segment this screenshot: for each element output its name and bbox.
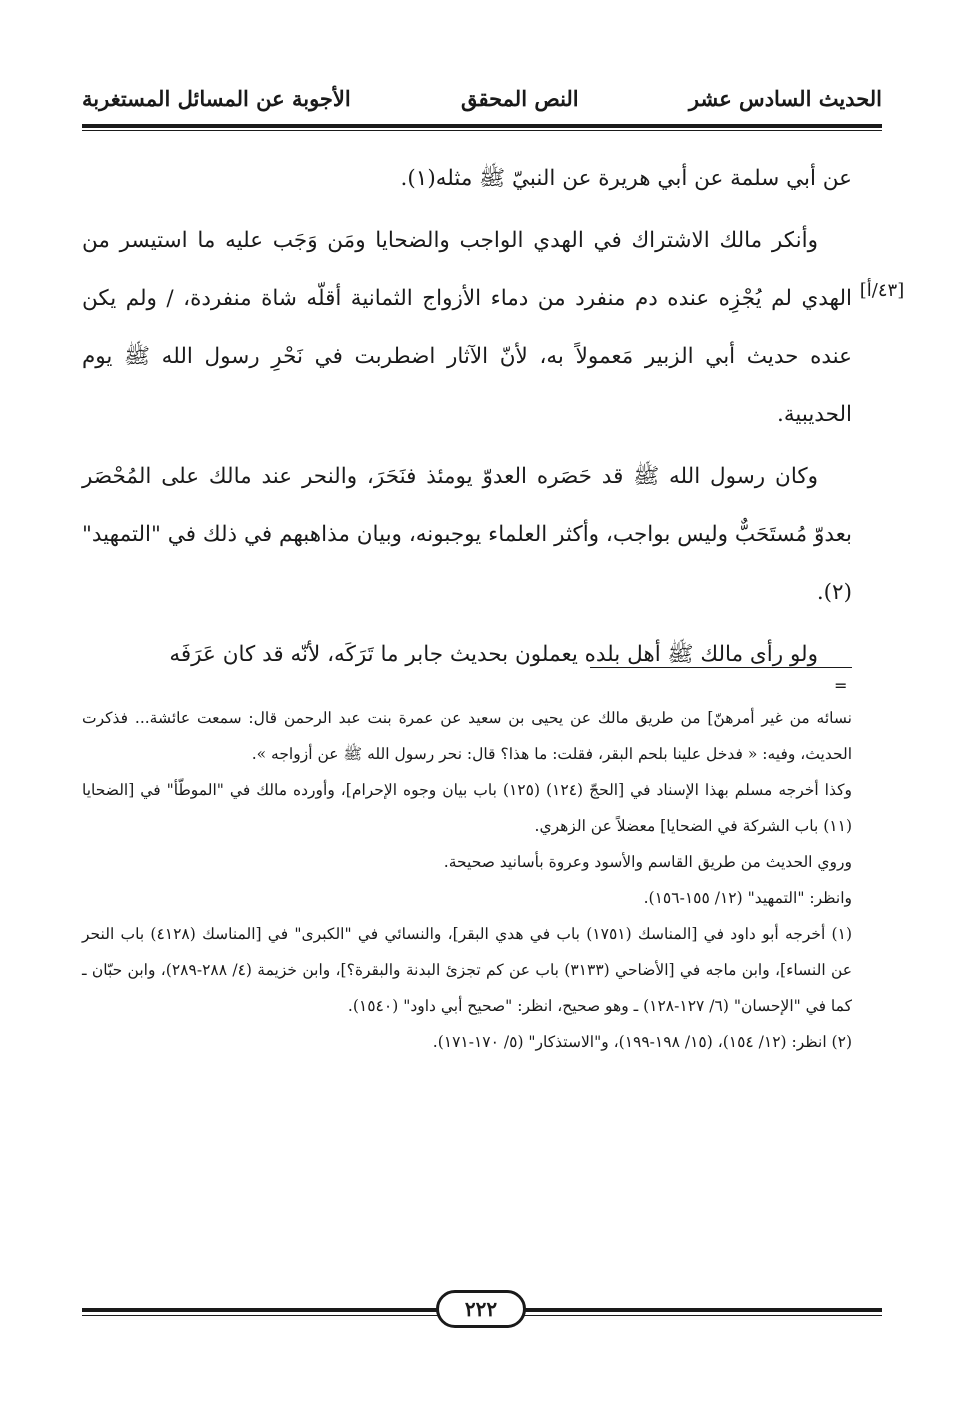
footnote-paragraph: وكذا أخرجه مسلم بهذا الإسناد في [الحجّ (١٢٤) (١٢٥) باب بيان وجوه الإحرام]، وأورده مالك في "الموطّأ" في [الضحايا (١١) باب الشركة في الضحايا] معضلاً عن الزهري.	[82, 781, 852, 835]
page-number: ٢٢٢	[436, 1290, 526, 1328]
footnote-2: (٢) انظر: (١٢/ ١٥٤)، (١٥/ ١٩٨-١٩٩)، و"الاستذكار" (٥/ ١٧٠-١٧١).	[432, 1033, 852, 1051]
manuscript-folio-note: [٤٣/أ]	[859, 280, 905, 301]
footnotes	[82, 700, 852, 1060]
footnote-separator	[590, 667, 852, 668]
footnote-paragraph: نسائه من غير أمرهنّ] من طريق مالك عن يحيى بن سعيد عن عمرة بنت عبد الرحمن قال: سمعت عائشة... فذكرت الحديث، وفيه: « فدخل علينا بلحم البقر، فقلت: ما هذا؟ قال: نحر رسول الله ﷺ عن أزواجه ».	[82, 709, 852, 763]
body-paragraph: وأنكر مالك الاشتراك في الهدي الواجب والضحايا ومَن وَجَب عليه ما استيسر من الهدي لم يُجْزِه عنده دم منفرد من دماء الأزواج الثمانية أقلّه شاة منفردة، / ولم يكن عنده حديث أبي الزبير مَعمولاً به، لأنّ الآثار اضطربت في نَحْرِ رسول الله ﷺ يوم الحديبية.	[82, 228, 852, 427]
body-paragraph: ولو رأى مالك ﷺ أهل بلده يعملون بحديث جابر ما تَرَكَه، لأنّه قد كان عَرَفَه	[169, 642, 818, 667]
body-paragraph: عن أبي سلمة عن أبي هريرة عن النبيّ ﷺ مثله(١).	[400, 166, 852, 191]
header-chapter-title: الحديث السادس عشر	[688, 85, 882, 111]
header-rule	[82, 124, 882, 128]
footnote-paragraph: وانظر: "التمهيد" (١٢/ ١٥٥-١٥٦).	[643, 889, 852, 907]
running-header	[82, 78, 882, 118]
header-book-title: الأجوبة عن المسائل المستغربة	[82, 85, 351, 111]
main-text	[82, 150, 852, 688]
header-section-title: النص المحقق	[460, 85, 579, 111]
footnote-paragraph: وروي الحديث من طريق القاسم والأسود وعروة بأسانيد صحيحة.	[443, 853, 852, 871]
footnote-continuation-mark: =	[834, 676, 848, 695]
header-rule-thin	[82, 130, 882, 131]
footnote-1: (١) أخرجه أبو داود في [المناسك (١٧٥١) باب في هدي البقر]، والنسائي في "الكبرى" في [المناسك (٤١٢٨) باب النحر عن النساء]، وابن ماجه في [الأضاحي (٣١٣٣) باب عن كم تجزئ البدنة والبقرة؟]، وابن خزيمة (٤/ ٢٨٨-٢٨٩)، وابن حبّان ـ كما في "الإحسان" (٦/ ١٢٧-١٢٨) ـ وهو صحيح، انظر: "صحيح أبي داود" (١٥٤٠).	[82, 925, 852, 1015]
body-paragraph: وكان رسول الله ﷺ قد حَصَره العدوّ يومئذ فنَحَرَ، والنحر عند مالك على المُحْصَر بعدوّ مُستَحَبٌّ وليس بواجب، وأكثر العلماء يوجبونه، وبيان مذاهبهم في ذلك في "التمهيد"(٢).	[82, 464, 852, 605]
